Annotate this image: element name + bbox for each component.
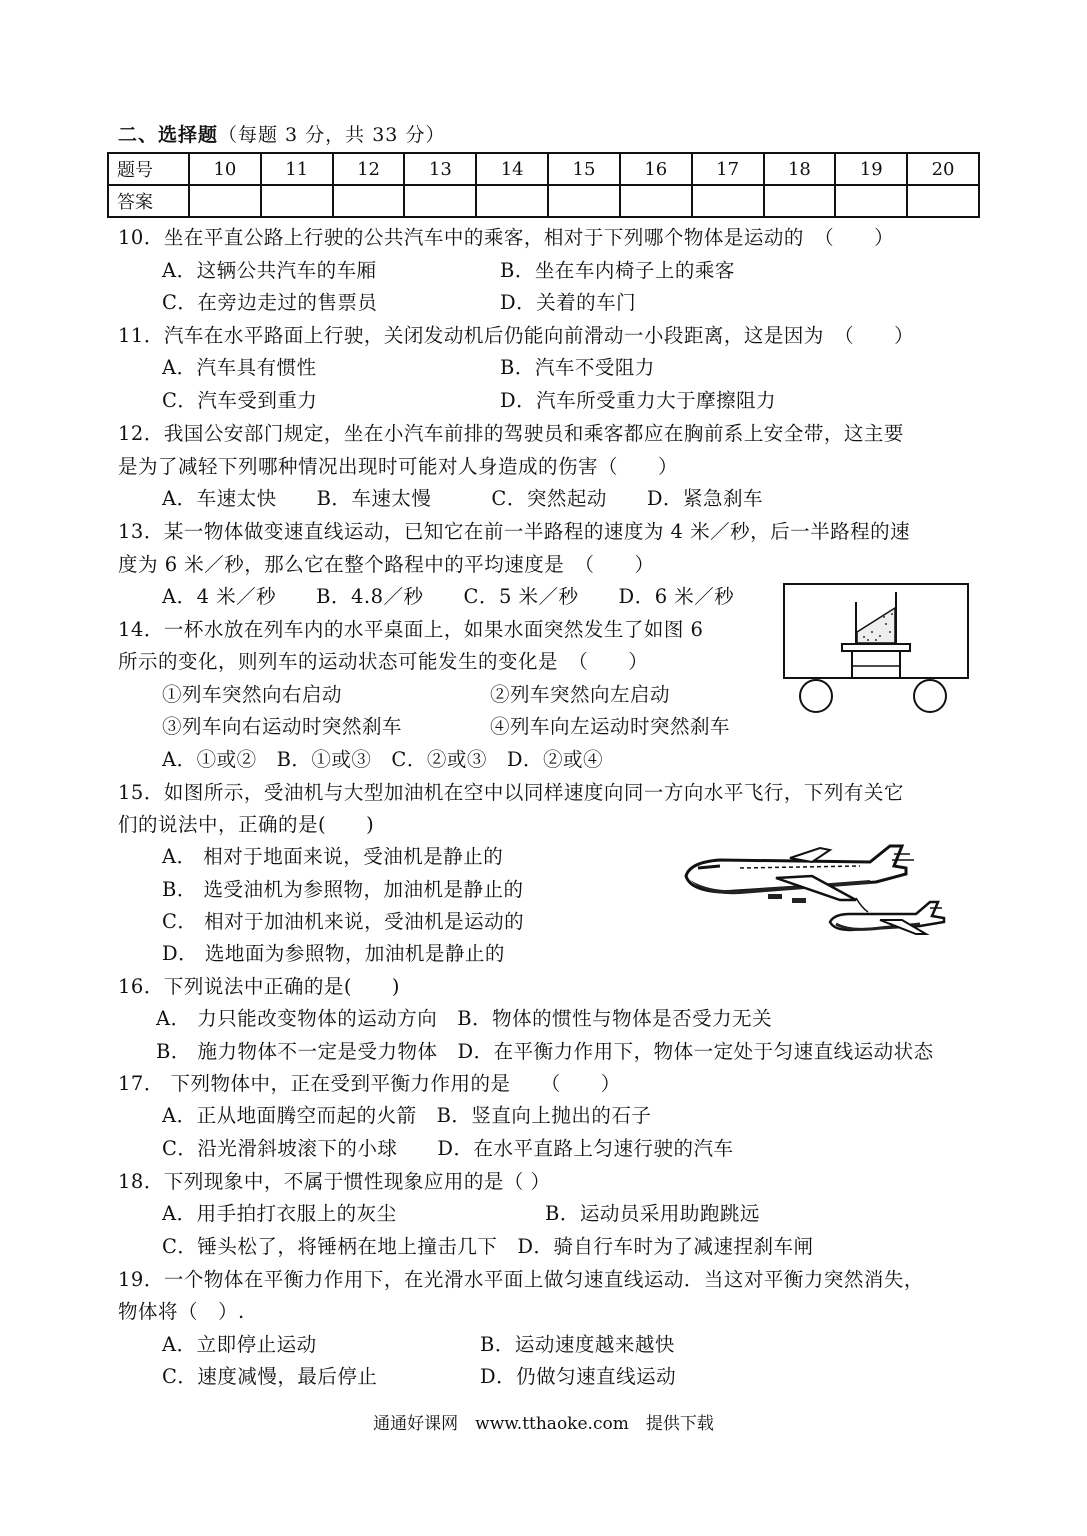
answer-cell[interactable]	[620, 185, 692, 217]
question-number-cell: 20	[907, 153, 979, 185]
question-line: D． 选地面为参照物，加油机是静止的	[162, 942, 505, 965]
question-number-cell: 16	[620, 153, 692, 185]
answer-table-number-row	[108, 153, 979, 185]
question-line: A．4 米／秒 B．4.8／秒 C．5 米／秒 D．6 米／秒	[162, 585, 735, 608]
answer-cell[interactable]	[764, 185, 836, 217]
answer-cell[interactable]	[404, 185, 476, 217]
question-number-cell: 15	[548, 153, 620, 185]
question-line: B．汽车不受阻力	[500, 356, 655, 379]
answer-cell[interactable]	[907, 185, 979, 217]
question-number-cell: 17	[692, 153, 764, 185]
question-line: 14．一杯水放在列车内的水平桌面上，如果水面突然发生了如图 6	[118, 618, 704, 641]
answer-label: 答案	[108, 185, 189, 217]
question-line: A．用手拍打衣服上的灰尘	[162, 1202, 397, 1225]
question-line: C．速度减慢，最后停止	[162, 1365, 378, 1388]
question-line: B．坐在车内椅子上的乘客	[500, 259, 735, 282]
answer-cell[interactable]	[189, 185, 261, 217]
question-line: 度为 6 米／秒，那么它在整个路程中的平均速度是 （ ）	[118, 553, 655, 576]
question-line: 13．某一物体做变速直线运动，已知它在前一半路程的速度为 4 米／秒，后一半路程的速	[118, 520, 911, 543]
question-line: 12．我国公安部门规定，坐在小汽车前排的驾驶员和乘客都应在胸前系上安全带，这主要	[118, 422, 904, 445]
question-line: D．仍做匀速直线运动	[480, 1365, 677, 1388]
question-number-cell: 14	[476, 153, 548, 185]
question-line: 11．汽车在水平路面上行驶，关闭发动机后仍能向前滑动一小段距离，这是因为 （ ）	[118, 324, 915, 347]
question-line: B．运动员采用助跑跳远	[545, 1202, 760, 1225]
question-line: C． 相对于加油机来说，受油机是运动的	[162, 910, 525, 933]
question-line: B． 施力物体不一定是受力物体 D．在平衡力作用下，物体一定处于匀速直线运动状态	[156, 1040, 934, 1063]
question-line: 10．坐在平直公路上行驶的公共汽车中的乘客，相对于下列哪个物体是运动的 （ ）	[118, 226, 895, 249]
question-line: 18．下列现象中，不属于惯性现象应用的是（ ）	[118, 1170, 551, 1193]
question-number-cell: 19	[835, 153, 907, 185]
question-line: C．汽车受到重力	[162, 389, 318, 412]
answer-cell[interactable]	[261, 185, 333, 217]
answer-table	[107, 152, 980, 218]
answer-cell[interactable]	[476, 185, 548, 217]
question-line: 17． 下列物体中，正在受到平衡力作用的是 （ ）	[118, 1072, 621, 1095]
question-number-cell: 12	[333, 153, 405, 185]
question-line: 所示的变化，则列车的运动状态可能发生的变化是 （ ）	[118, 650, 649, 673]
question-line: 15．如图所示，受油机与大型加油机在空中以同样速度向同一方向水平飞行，下列有关它	[118, 781, 904, 804]
train-cup-figure	[780, 582, 972, 714]
question-line: A．这辆公共汽车的车厢	[162, 259, 377, 282]
question-line: D．关着的车门	[500, 291, 637, 314]
answer-cell[interactable]	[692, 185, 764, 217]
question-line: C．在旁边走过的售票员	[162, 291, 378, 314]
answer-cell[interactable]	[548, 185, 620, 217]
question-line: ③列车向右运动时突然刹车	[162, 715, 403, 738]
question-line: 19．一个物体在平衡力作用下，在光滑水平面上做匀速直线运动．当这对平衡力突然消失，	[118, 1268, 924, 1291]
question-line: A．立即停止运动	[162, 1333, 317, 1356]
question-line: A．①或② B．①或③ C．②或③ D．②或④	[162, 748, 603, 771]
question-line: ②列车突然向左启动	[490, 683, 671, 706]
question-line: A． 相对于地面来说，受油机是静止的	[162, 845, 504, 868]
question-line: 16．下列说法中正确的是( )	[118, 975, 401, 998]
section-title: 二、选择题	[118, 124, 219, 146]
question-line: A．正从地面腾空而起的火箭 B．竖直向上抛出的石子	[162, 1104, 652, 1127]
answer-cell[interactable]	[333, 185, 405, 217]
answer-table-answer-row	[108, 185, 979, 217]
question-line: C．锤头松了，将锤柄在地上撞击几下 D．骑自行车时为了减速捏刹车闸	[162, 1235, 814, 1258]
question-line: 物体将（ ）.	[118, 1300, 245, 1323]
question-line: B．运动速度越来越快	[480, 1333, 675, 1356]
refueling-planes-figure	[680, 838, 952, 938]
page-footer: 通通好课网 www.tthaoke.com 提供下载	[373, 1414, 714, 1434]
question-line: 是为了减轻下列哪种情况出现时可能对人身造成的伤害（ ）	[118, 455, 679, 478]
question-line: B． 选受油机为参照物，加油机是静止的	[162, 878, 524, 901]
question-number-cell: 18	[764, 153, 836, 185]
question-line: C．沿光滑斜坡滚下的小球 D．在水平直路上匀速行驶的汽车	[162, 1137, 734, 1160]
question-line: A．汽车具有惯性	[162, 356, 317, 379]
section-heading	[118, 120, 445, 147]
question-number-cell: 11	[261, 153, 333, 185]
question-line: D．汽车所受重力大于摩擦阻力	[500, 389, 777, 412]
question-line: ④列车向左运动时突然刹车	[490, 715, 731, 738]
question-line: 们的说法中，正确的是( )	[118, 813, 375, 836]
question-line: A．车速太快 B．车速太慢 C．突然起动 D．紧急刹车	[162, 487, 763, 510]
question-number-label: 题号	[108, 153, 189, 185]
section-score-note: （每题 3 分，共 33 分）	[218, 124, 446, 146]
question-number-cell: 13	[404, 153, 476, 185]
question-line: ①列车突然向右启动	[162, 683, 343, 706]
answer-cell[interactable]	[835, 185, 907, 217]
question-line: A． 力只能改变物体的运动方向 B．物体的惯性与物体是否受力无关	[156, 1007, 773, 1030]
question-number-cell: 10	[189, 153, 261, 185]
